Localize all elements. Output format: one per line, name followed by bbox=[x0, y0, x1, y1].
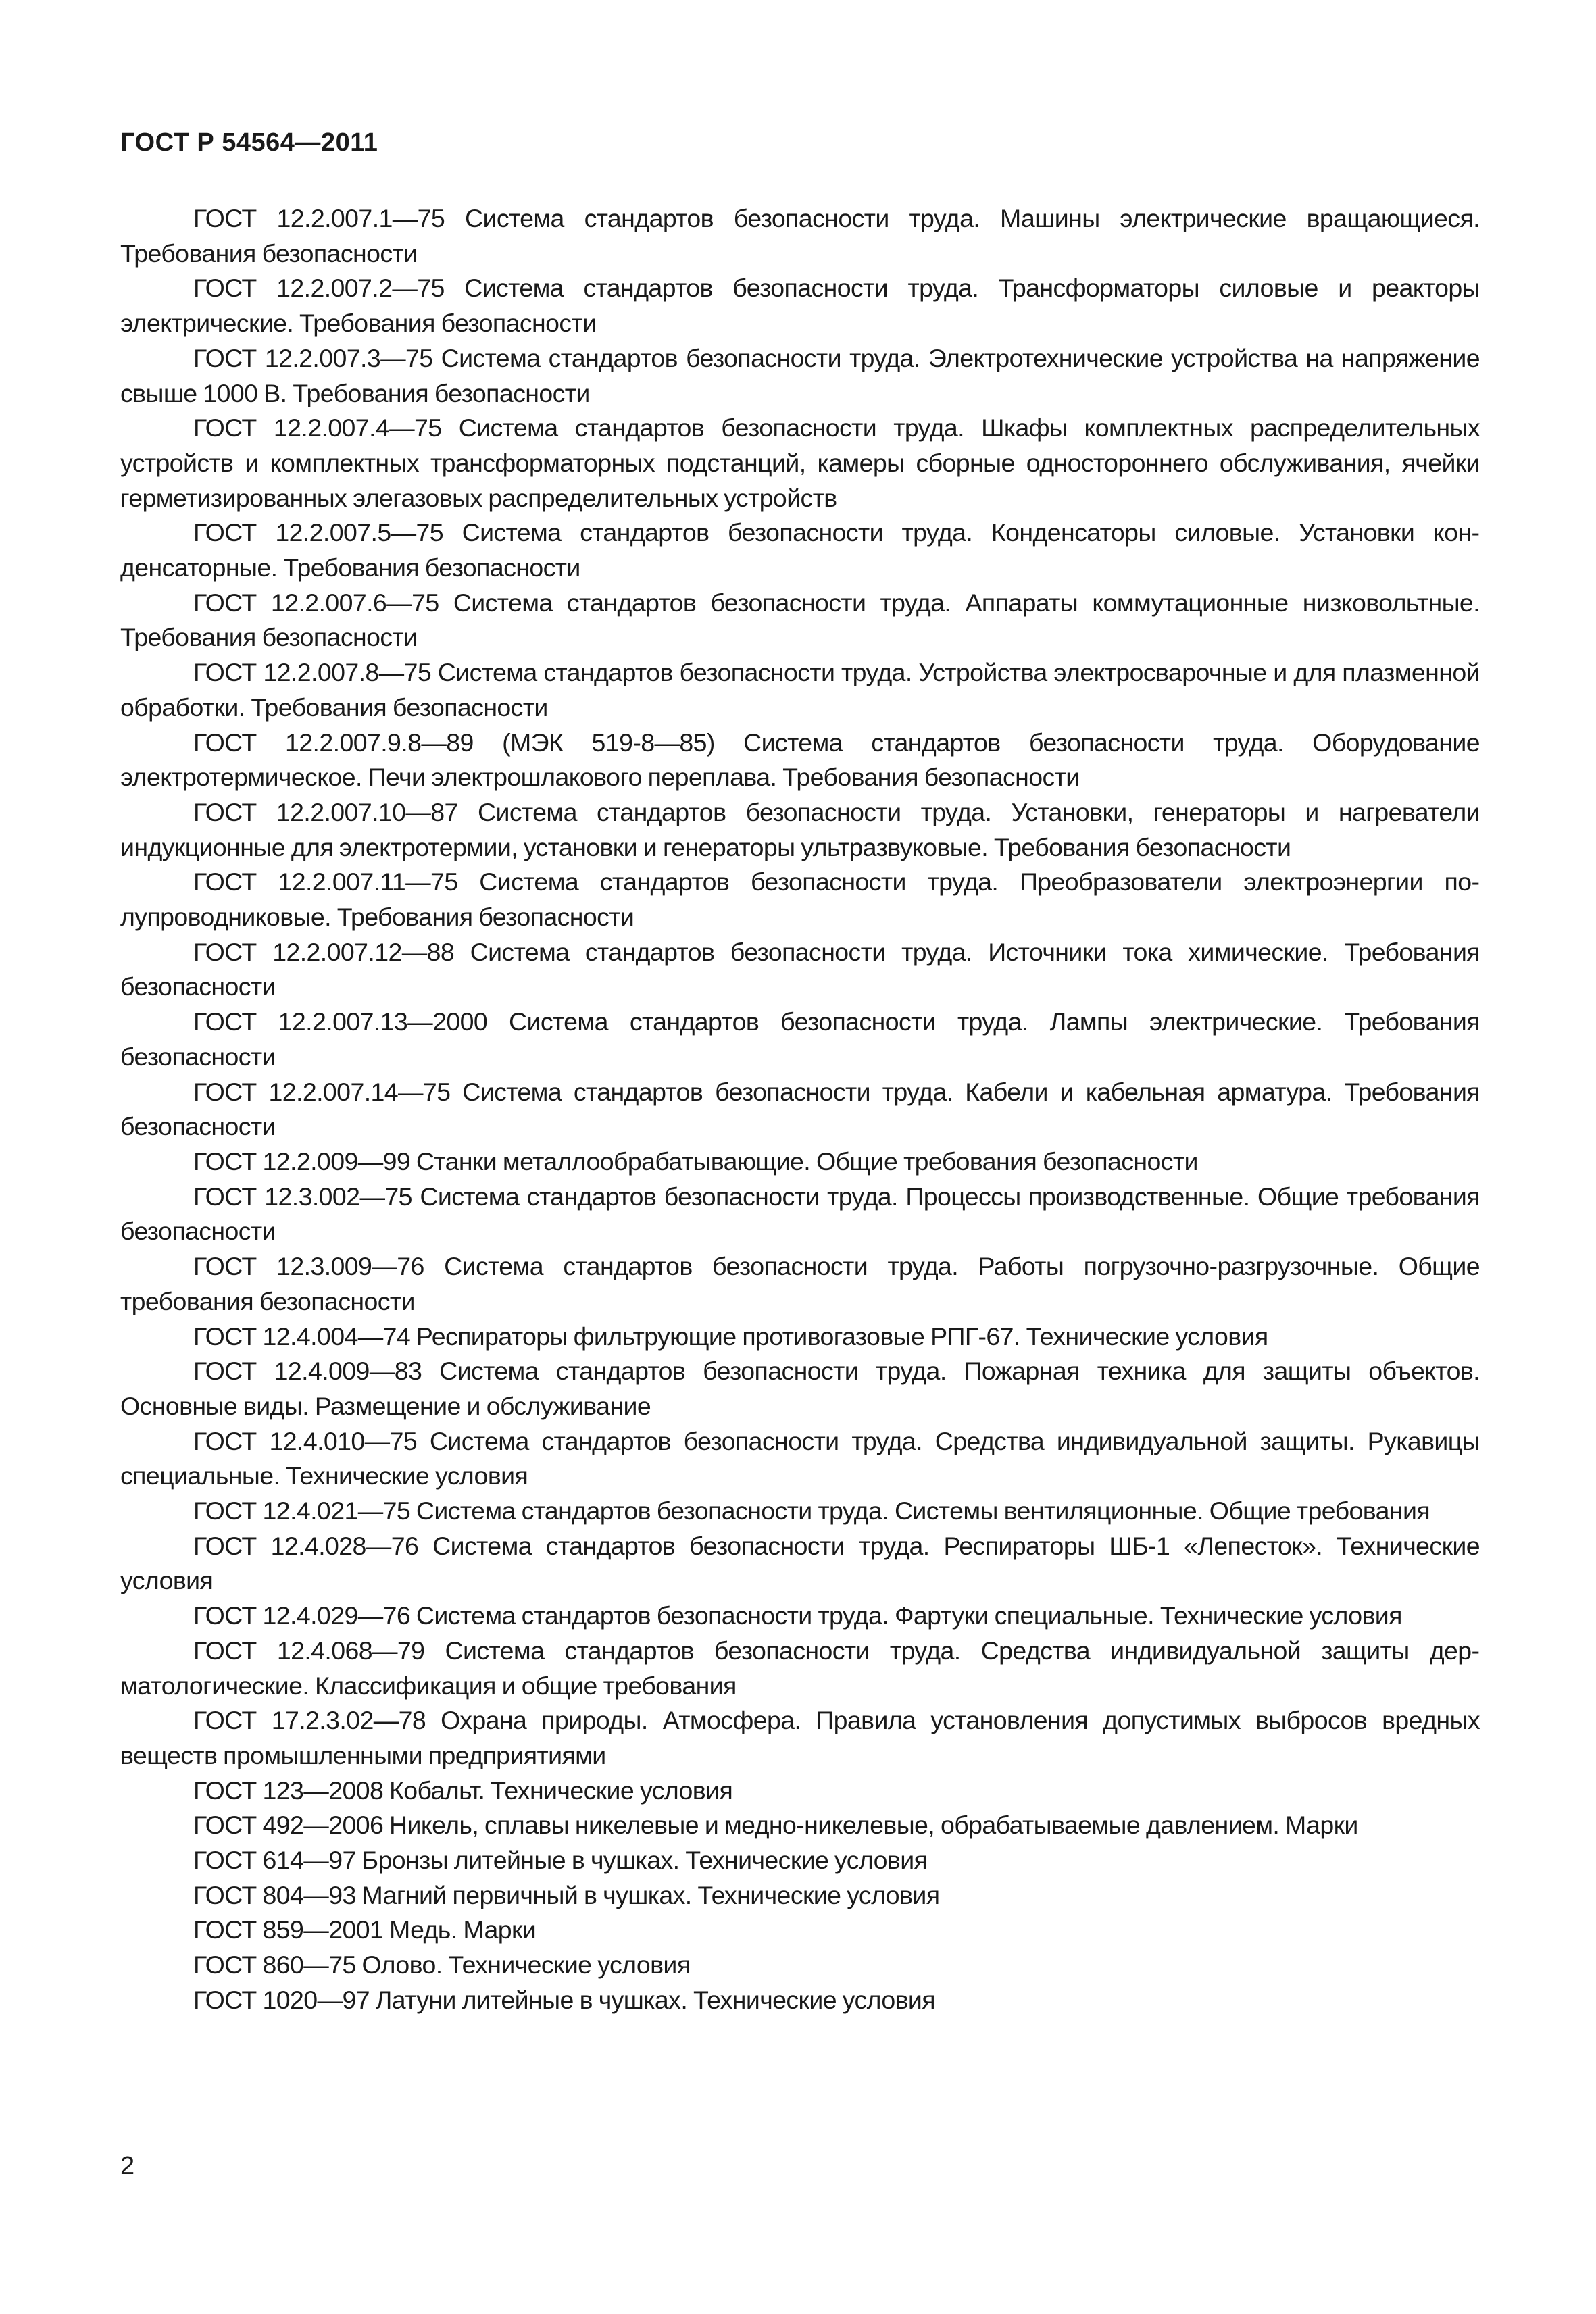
reference-item: ГОСТ 12.2.007.6—75 Система стандартов безопасности труда. Аппараты коммутационные низковольтные. Требования безопасности bbox=[120, 588, 1480, 652]
reference-item: ГОСТ 123—2008 Кобальт. Технические условия bbox=[193, 1776, 733, 1805]
reference-item: ГОСТ 12.4.029—76 Система стандартов безопасности труда. Фартуки специальные. Технические условия bbox=[193, 1601, 1402, 1630]
reference-item: ГОСТ 12.2.007.9.8—89 (МЭК 519-8—85) Система стандартов безопасности труда. Оборудование электротермическое. Печи электрошлакового переплава. Требования безопасности bbox=[120, 728, 1480, 792]
reference-item: ГОСТ 614—97 Бронзы литейные в чушках. Технические условия bbox=[193, 1846, 928, 1875]
reference-item: ГОСТ 12.2.007.14—75 Система стандартов безопасности труда. Кабели и кабельная арматура. Требования безопасности bbox=[120, 1077, 1480, 1141]
normative-references-list bbox=[120, 201, 1480, 2018]
reference-item: ГОСТ 12.2.007.2—75 Система стандартов безопасности труда. Трансформаторы силовые и реакторы электрические. Требования безопасности bbox=[120, 274, 1480, 338]
reference-item: ГОСТ 12.2.007.8—75 Система стандартов безопасности труда. Устройства электросварочные и для плазменной обработки. Требования безопасности bbox=[120, 658, 1480, 722]
reference-item: ГОСТ 12.4.010—75 Система стандартов безопасности труда. Средства индивидуальной защиты. Рукавицы специальные. Технические условия bbox=[120, 1426, 1480, 1490]
reference-item: ГОСТ 12.2.007.5—75 Система стандартов безопасности труда. Конденсаторы силовые. Установки конденсаторные. Требования безопасности bbox=[120, 518, 1480, 582]
page-number: 2 bbox=[120, 2152, 135, 2180]
reference-item: ГОСТ 860—75 Олово. Технические условия bbox=[193, 1951, 691, 1980]
reference-item: ГОСТ 12.4.009—83 Система стандартов безопасности труда. Пожарная техника для защиты объектов. Основные виды. Размещение и обслуживание bbox=[120, 1357, 1480, 1420]
reference-item: ГОСТ 12.2.007.11—75 Система стандартов безопасности труда. Преобразователи электроэнергии полупроводниковые. Требования безопасности bbox=[120, 867, 1480, 932]
reference-item: ГОСТ 12.2.007.3—75 Система стандартов безопасности труда. Электротехнические устройства на напряжение свыше 1000 В. Требования безопасности bbox=[120, 343, 1480, 407]
reference-item: ГОСТ 859—2001 Медь. Марки bbox=[193, 1915, 537, 1944]
reference-item: ГОСТ 12.4.021—75 Система стандартов безопасности труда. Системы вентиляционные. Общие требования bbox=[193, 1496, 1430, 1526]
reference-item: ГОСТ 12.3.002—75 Система стандартов безопасности труда. Процессы производственные. Общие требования безопасности bbox=[120, 1182, 1480, 1246]
reference-item: ГОСТ 12.2.007.12—88 Система стандартов безопасности труда. Источники тока химические. Требования безопасности bbox=[120, 937, 1480, 1001]
reference-item: ГОСТ 12.2.007.13—2000 Система стандартов безопасности труда. Лампы электрические. Требования безопасности bbox=[120, 1007, 1480, 1071]
reference-item: ГОСТ 12.2.007.1—75 Система стандартов безопасности труда. Машины электрические вращающиеся. Требования безопасности bbox=[120, 204, 1480, 268]
reference-item: ГОСТ 12.3.009—76 Система стандартов безопасности труда. Работы погрузочно-разгрузочные. Общие требования безопасности bbox=[120, 1252, 1480, 1315]
reference-item: ГОСТ 804—93 Магний первичный в чушках. Технические условия bbox=[193, 1880, 940, 1909]
document-header: ГОСТ Р 54564—2011 bbox=[120, 128, 378, 157]
reference-item: ГОСТ 12.2.007.4—75 Система стандартов безопасности труда. Шкафы комплектных распределительных устройств и комплектных трансформаторных подстанций, камеры сборные одностороннего обслуживания, ячейки герметизированных элегазовых распределительных устройств bbox=[120, 413, 1480, 512]
reference-item: ГОСТ 12.4.004—74 Респираторы фильтрующие противогазовые РПГ-67. Технические условия bbox=[193, 1322, 1268, 1351]
reference-item: ГОСТ 12.4.068—79 Система стандартов безопасности труда. Средства индивидуальной защиты дерматологические. Классификация и общие требования bbox=[120, 1636, 1480, 1700]
reference-item: ГОСТ 1020—97 Латуни литейные в чушках. Технические условия bbox=[193, 1985, 935, 2014]
reference-item: ГОСТ 17.2.3.02—78 Охрана природы. Атмосфера. Правила установления допустимых выбросов вредных веществ промышленными предприятиями bbox=[120, 1706, 1480, 1769]
reference-item: ГОСТ 492—2006 Никель, сплавы никелевые и медно-никелевые, обрабатываемые давлением. Марки bbox=[193, 1811, 1358, 1840]
reference-item: ГОСТ 12.2.009—99 Станки металлообрабатывающие. Общие требования безопасности bbox=[193, 1147, 1198, 1176]
reference-item: ГОСТ 12.2.007.10—87 Система стандартов безопасности труда. Установки, генераторы и нагреватели индукционные для электротермии, установки и генераторы ультразвуковые. Требования безопасности bbox=[120, 797, 1480, 861]
reference-item: ГОСТ 12.4.028—76 Система стандартов безопасности труда. Респираторы ШБ-1 «Лепесток». Технические условия bbox=[120, 1531, 1480, 1595]
